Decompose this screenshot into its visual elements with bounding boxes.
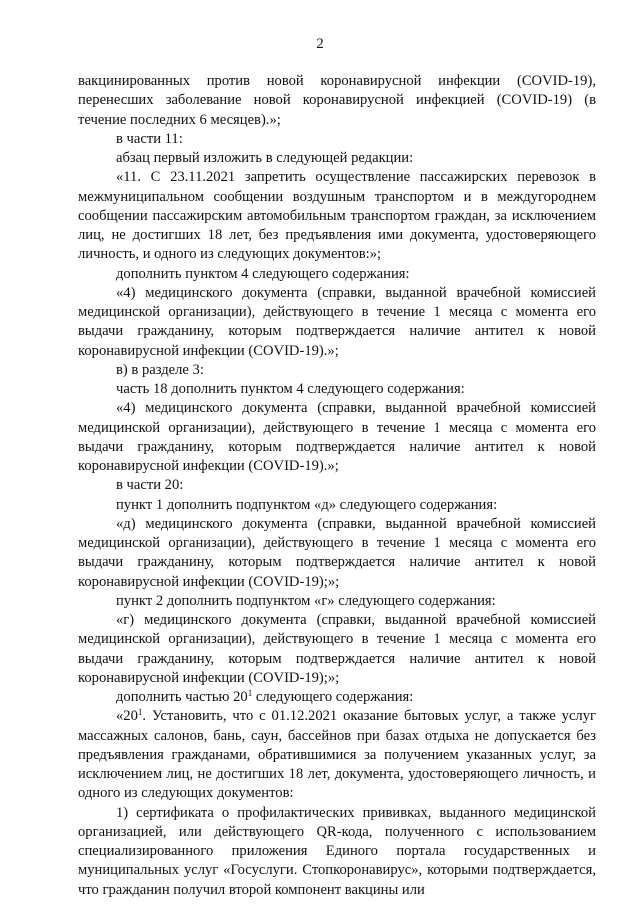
paragraph: «11. С 23.11.2021 запретить осуществление пассажирских перевозок в межмуниципальном сообщении воздушным транспортом и в междугороднем сообщении пассажирским автомобильным транспортом граждан, за исключением лиц, не достигших 18 лет, без предъявления ими документа, удостоверяющего личность, и одного из следующих документов:»; (78, 169, 596, 263)
paragraph: в части 20: (116, 477, 184, 494)
paragraph: «4) медицинского документа (справки, выданной врачебной комиссией медицинской организации), действующего в течение 1 месяца с момента его выдачи гражданину, которым подтверждается наличие антител к новой коронавирусной инфекции (COVID-19).»; (78, 284, 596, 359)
paragraph: «4) медицинского документа (справки, выданной врачебной комиссией медицинской организации), действующего в течение 1 месяца с момента его выдачи гражданину, которым подтверждается наличие антител к новой коронавирусной инфекции (COVID-19).»; (78, 400, 596, 474)
paragraph: в части 11: (116, 130, 183, 147)
superscript: 1 (247, 688, 253, 698)
paragraph: абзац первый изложить в следующей редакции: (116, 150, 414, 166)
paragraph: вакцинированных против новой коронавирусной инфекции (COVID-19), перенесших заболевание новой коронавирусной инфекцией (COVID-19) (в течение последних 6 месяцев).»; (78, 73, 596, 128)
superscript: 1 (137, 707, 143, 718)
paragraph: «д) медицинского документа (справки, выданной врачебной комиссией медицинской организации), действующего в течение 1 месяца с момента его выдачи гражданину, которым подтверждается наличие антител к новой коронавирусной инфекции (COVID-19);»; (78, 515, 596, 590)
page-number: 2 (316, 36, 324, 52)
paragraph: «$20^1$. Установить, что с 01.12.2021 оказание бытовых услуг, а также услуг массажных салонов, бань, саун, бассейнов при базах отдыха не допускается без предъявления гражданами, обратившимися за получением указанных услуг, за исключением лиц, не достигших 18 лет, документа, удостоверяющего личность, и одного из следующих документов: (78, 707, 596, 802)
paragraph: «г) медицинского документа (справки, выданной врачебной комиссией медицинской организации), действующего в течение 1 месяца с момента его выдачи гражданину, которым подтверждается наличие антител к новой коронавирусной инфекции (COVID-19);»; (78, 612, 596, 686)
paragraph: часть 18 дополнить пунктом 4 следующего содержания: (116, 381, 465, 397)
document-body (78, 72, 596, 900)
paragraph: дополнить частью $20^1$ следующего содержания: (116, 688, 414, 705)
paragraph: пункт 1 дополнить подпунктом «д» следующего содержания: (116, 496, 498, 513)
paragraph: в) в разделе 3: (116, 361, 204, 378)
paragraph: 1) сертификата о профилактических прививках, выданного медицинской организацией, или действующего QR-кода, полученного с использованием специализированного приложения Единого портала государственных и муниципальных услуг «Госуслуги. Стопкоронавирус», которыми подтверждается, что гражданин получил второй компонент вакцины или (78, 804, 596, 898)
paragraph: пункт 2 дополнить подпунктом «г» следующего содержания: (116, 592, 496, 609)
paragraph: дополнить пунктом 4 следующего содержания: (116, 265, 410, 282)
